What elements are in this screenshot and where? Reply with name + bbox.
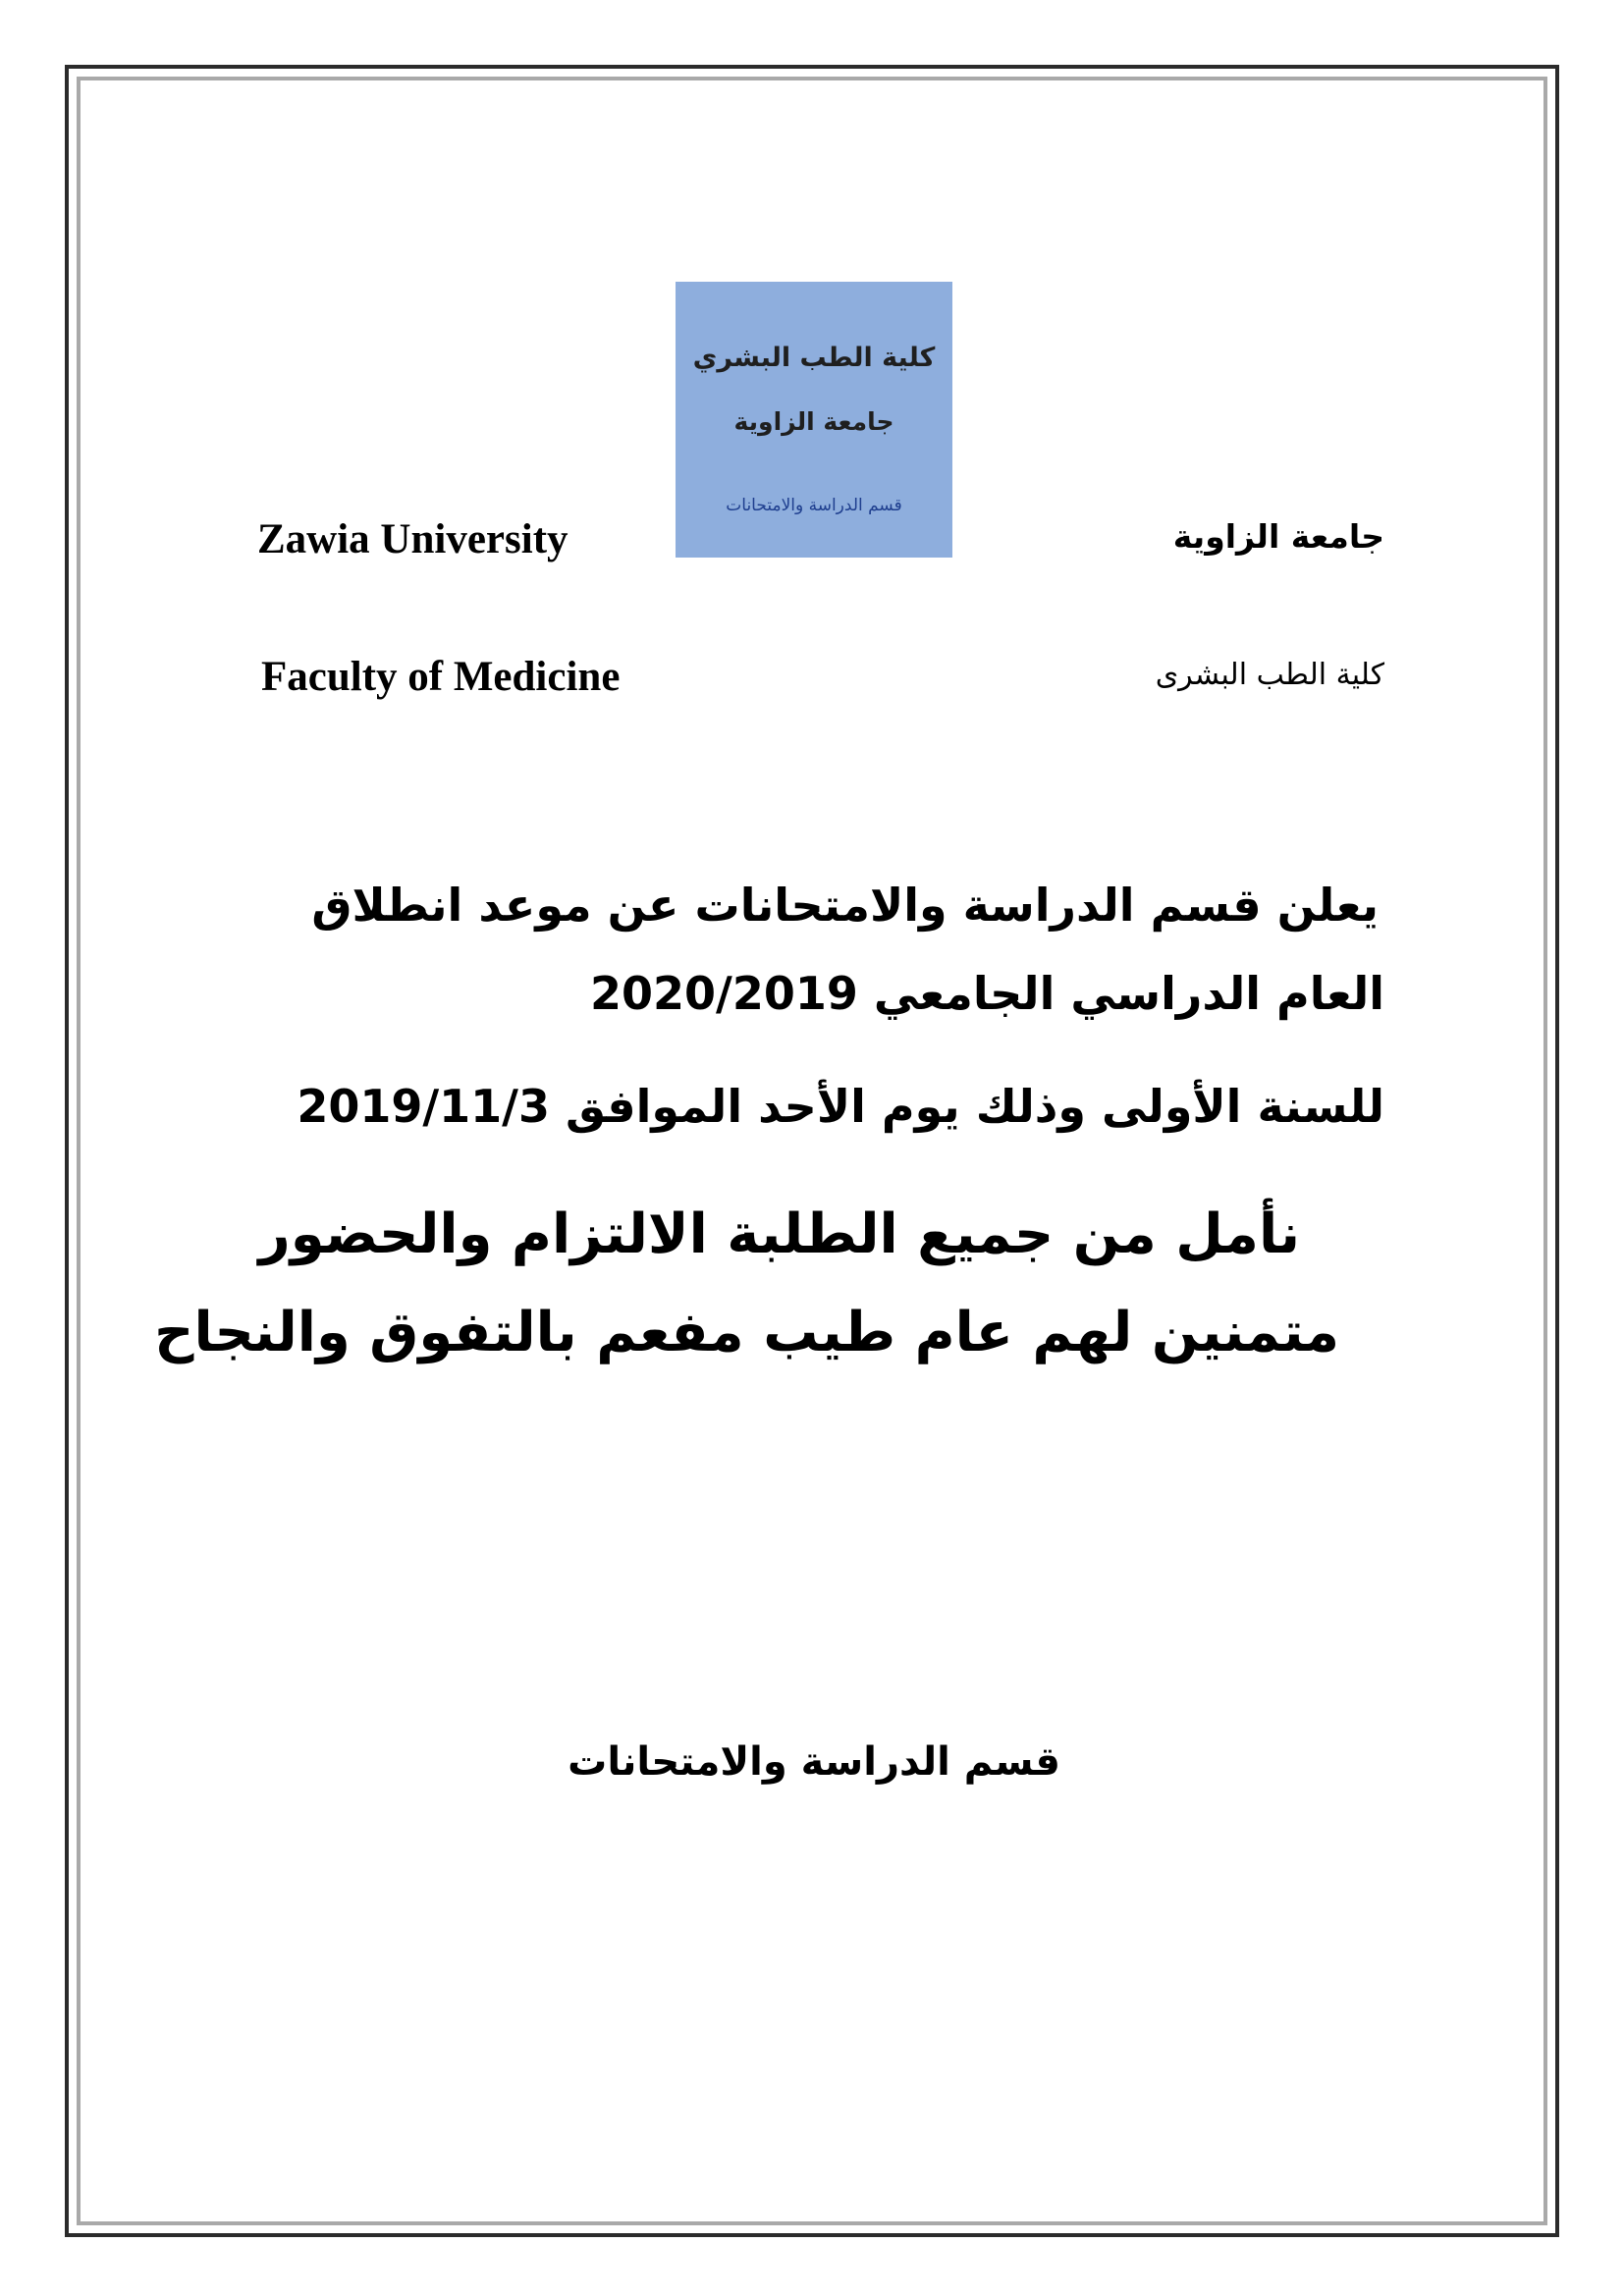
faculty-logo — [676, 282, 952, 558]
university-name-en: Zawia University — [257, 516, 568, 562]
announcement-line-2: العام الدراسي الجامعي 2020/2019 — [590, 967, 1384, 1020]
announcement-line-3: للسنة الأولى وذلك يوم الأحد الموافق 2019/11/3 — [297, 1080, 1384, 1133]
logo-faculty-name: كلية الطب البشري — [692, 343, 936, 373]
announcement-line-5: متمنين لهم عام طيب مفعم بالتفوق والنجاح — [154, 1301, 1339, 1364]
faculty-name-ar: كلية الطب البشرى — [1155, 658, 1384, 692]
logo-university-name: جامعة الزاوية — [733, 407, 894, 436]
announcement-line-1: يعلن قسم الدراسة والامتحانات عن موعد انطلاق — [311, 879, 1379, 932]
faculty-name-en: Faculty of Medicine — [261, 654, 621, 700]
logo-department-name: قسم الدراسة والامتحانات — [726, 496, 902, 515]
announcement-line-4: نأمل من جميع الطلبة الالتزام والحضور — [258, 1202, 1300, 1266]
university-name-ar: جامعة الزاوية — [1172, 517, 1384, 556]
department-signature: قسم الدراسة والامتحانات — [568, 1739, 1060, 1785]
